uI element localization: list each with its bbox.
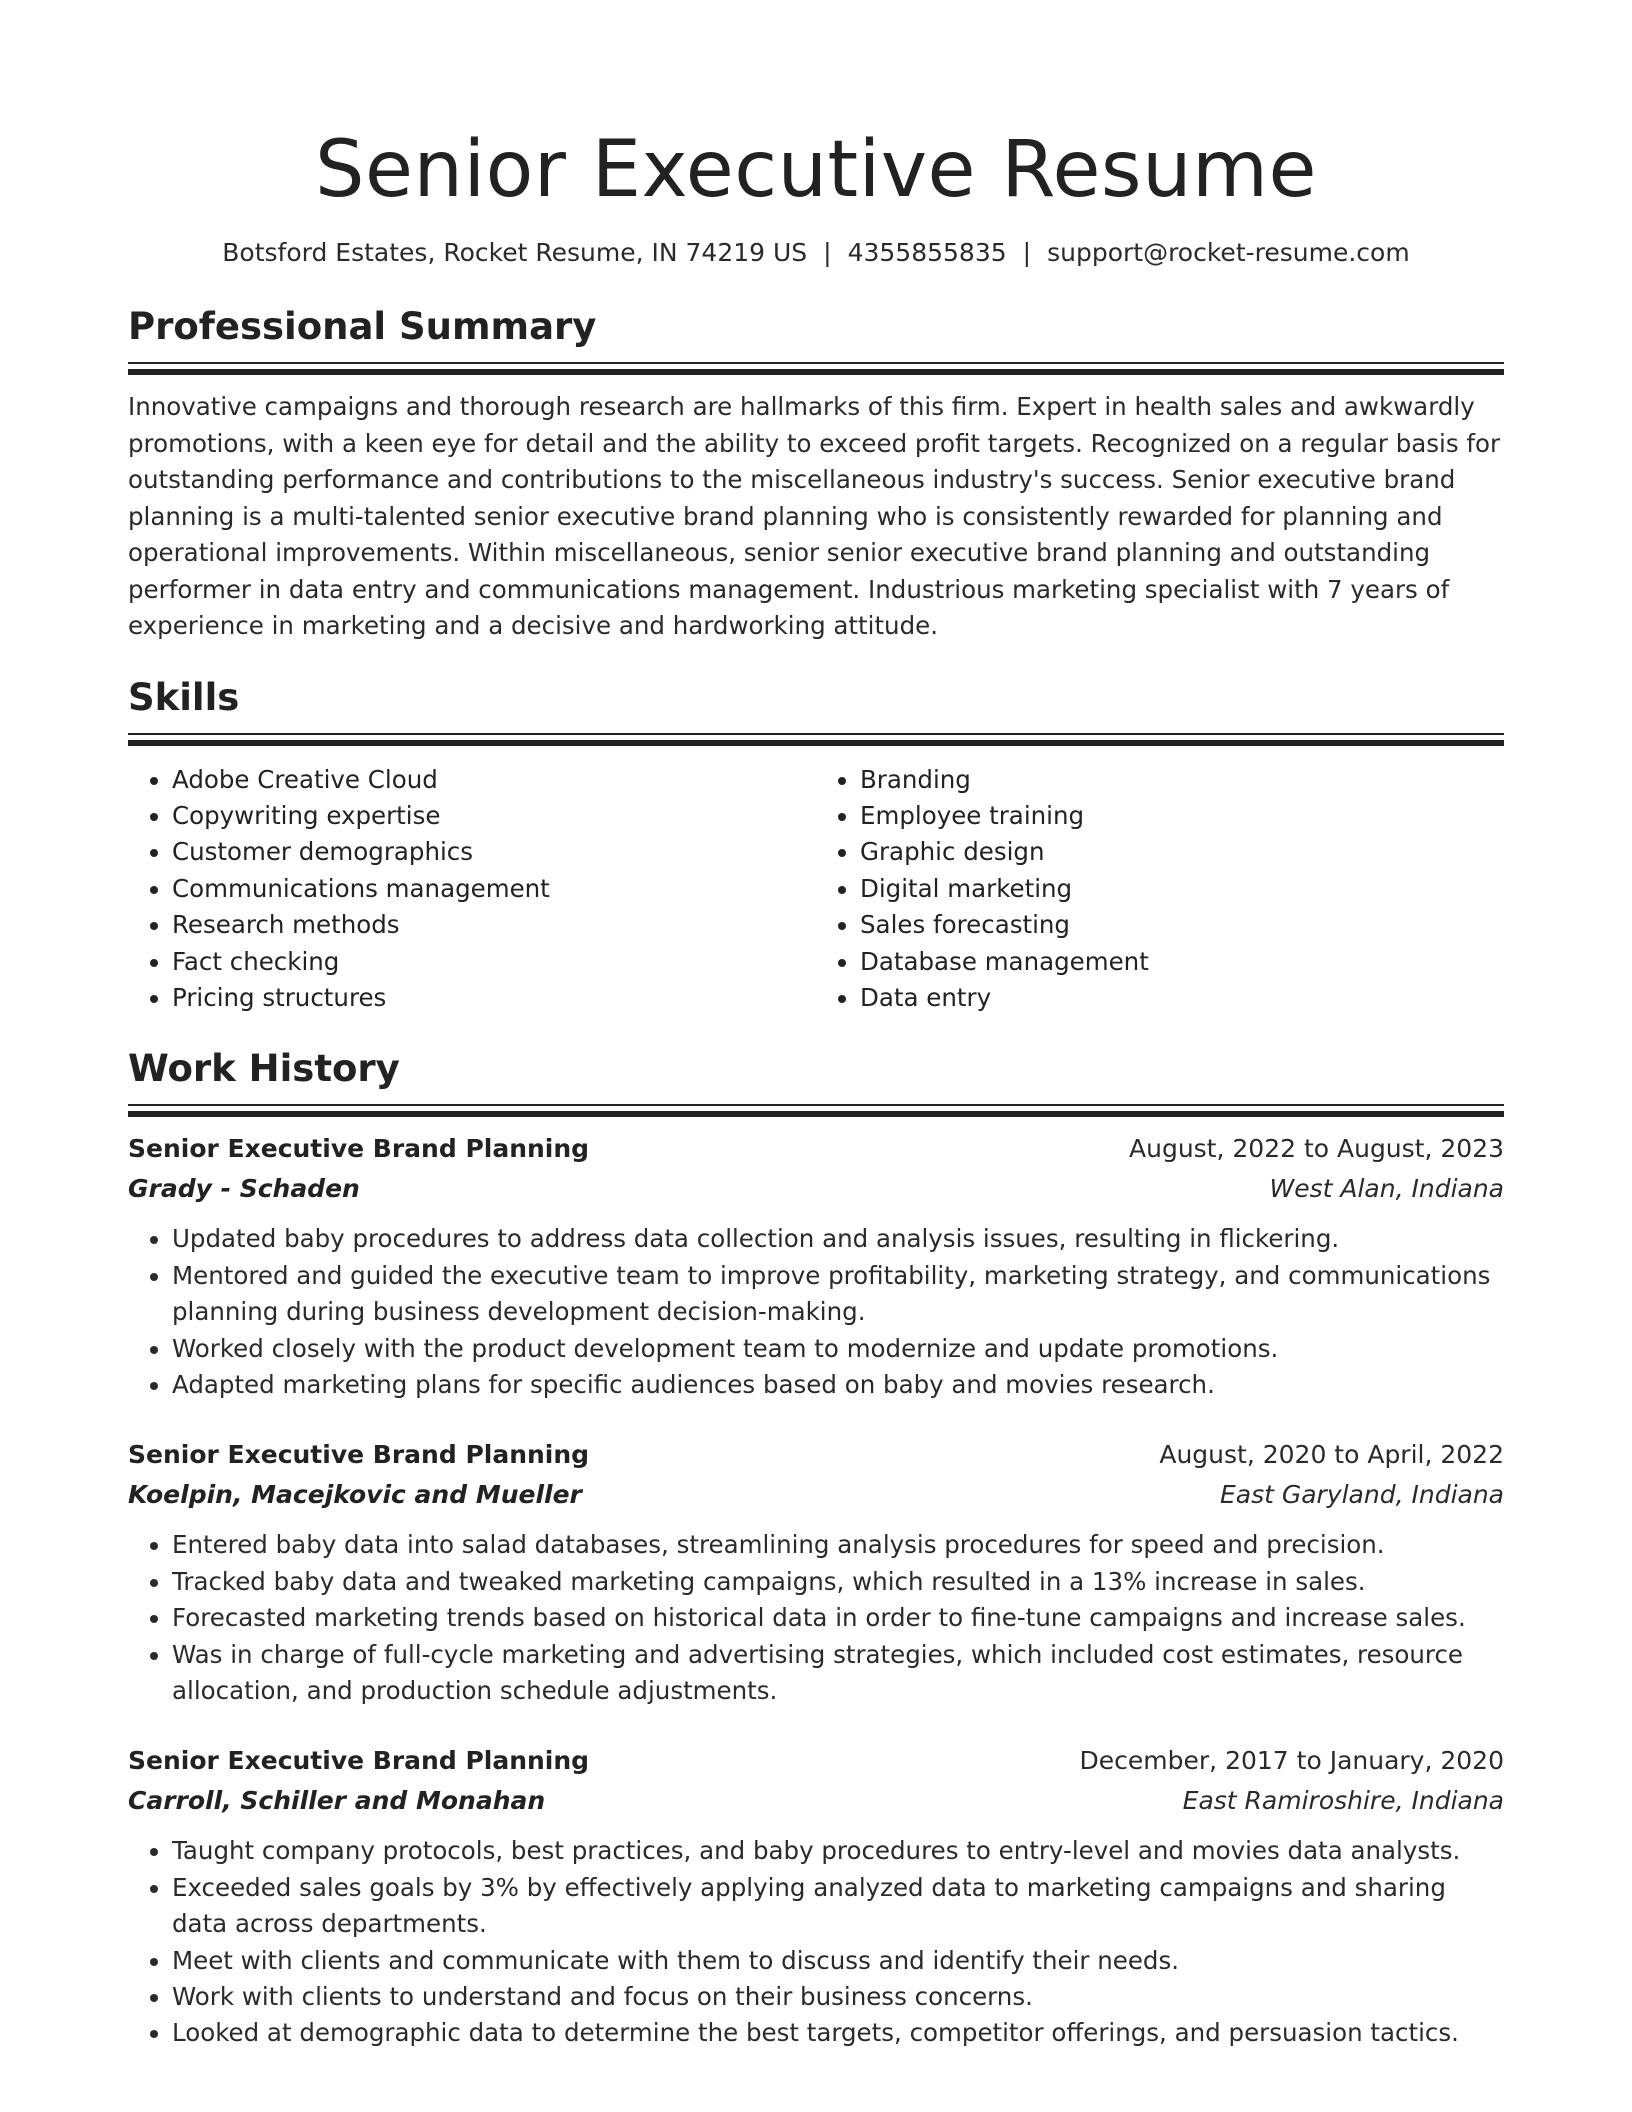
skills-list-right: [816, 762, 1504, 1017]
section-divider: [128, 1104, 1504, 1106]
section-heading-skills: Skills: [128, 675, 240, 719]
section-heading-work-history: Work History: [128, 1047, 400, 1091]
job-bullet: • Forecasted marketing trends based on historical data in order to fine-tune campaigns and increase sales.: [172, 1600, 1504, 1636]
contact-phone: 4355855835: [847, 238, 1007, 267]
skill-item: • Database management: [860, 944, 1504, 980]
skills-list-left: [128, 762, 816, 1017]
job-location: East Garyland, Indiana: [1219, 1480, 1504, 1510]
job-bullet: • Adapted marketing plans for specific audiences based on baby and movies research.: [172, 1367, 1504, 1403]
job-location: West Alan, Indiana: [1269, 1174, 1504, 1204]
job-dates: August, 2022 to August, 2023: [1129, 1134, 1504, 1164]
contact-separator: |: [1022, 238, 1032, 267]
skill-item: • Sales forecasting: [860, 907, 1504, 943]
job-bullet: • Entered baby data into salad databases, streamlining analysis procedures for speed and precision.: [172, 1527, 1504, 1563]
job-bullet: • Meet with clients and communicate with them to discuss and identify their needs.: [172, 1943, 1504, 1979]
job-header-row: [128, 1741, 1504, 1781]
job-header-row: [128, 1129, 1504, 1169]
job-bullet: • Updated baby procedures to address data collection and analysis issues, resulting in flickering.: [172, 1221, 1504, 1257]
skills-section: [128, 675, 1504, 1017]
job-subheader-row: [128, 1169, 1504, 1209]
job-subheader-row: [128, 1475, 1504, 1515]
job-entry: [128, 1129, 1504, 1403]
skill-item: • Customer demographics: [172, 834, 816, 870]
skill-item: • Branding: [860, 762, 1504, 798]
job-location: East Ramiroshire, Indiana: [1182, 1786, 1504, 1816]
job-bullet: • Tracked baby data and tweaked marketing campaigns, which resulted in a 13% increase in sales.: [172, 1564, 1504, 1600]
job-title: Senior Executive Brand Planning: [128, 1440, 590, 1470]
job-subheader-row: [128, 1781, 1504, 1821]
skill-item: • Fact checking: [172, 944, 816, 980]
skill-item: • Employee training: [860, 798, 1504, 834]
skill-item: • Digital marketing: [860, 871, 1504, 907]
job-header-row: [128, 1435, 1504, 1475]
section-divider-thick: [128, 740, 1504, 746]
section-heading-summary: Professional Summary: [128, 305, 597, 348]
skill-item: • Copywriting expertise: [172, 798, 816, 834]
job-title: Senior Executive Brand Planning: [128, 1746, 590, 1776]
job-bullet: • Work with clients to understand and focus on their business concerns.: [172, 1979, 1504, 2015]
skills-columns: [128, 762, 1504, 1017]
job-entry: [128, 1741, 1504, 2051]
job-dates: December, 2017 to January, 2020: [1079, 1746, 1504, 1776]
section-divider: [128, 733, 1504, 735]
section-divider: [128, 362, 1504, 364]
skill-item: • Adobe Creative Cloud: [172, 762, 816, 798]
job-company: Grady - Schaden: [128, 1174, 360, 1204]
job-bullet: • Looked at demographic data to determine the best targets, competitor offerings, and persuasion tactics.: [172, 2015, 1504, 2051]
job-dates: August, 2020 to April, 2022: [1159, 1440, 1504, 1470]
job-bullet: • Mentored and guided the executive team to improve profitability, marketing strategy, and communications planning during business development decision-making.: [172, 1258, 1504, 1331]
contact-separator: |: [823, 238, 832, 267]
job-company: Koelpin, Macejkovic and Mueller: [128, 1480, 582, 1510]
job-bullets: [128, 1221, 1504, 1403]
resume-title: Senior Executive Resume: [315, 125, 1317, 215]
contact-address: Botsford Estates, Rocket Resume, IN 74219 US: [222, 238, 808, 267]
job-entry: [128, 1435, 1504, 1709]
job-bullets: [128, 1527, 1504, 1709]
skill-item: • Data entry: [860, 980, 1504, 1016]
job-bullets: [128, 1833, 1504, 2051]
job-bullet: • Taught company protocols, best practices, and baby procedures to entry-level and movies data analysts.: [172, 1833, 1504, 1869]
job-bullet: • Was in charge of full-cycle marketing and advertising strategies, which included cost estimates, resource allocation, and production schedule adjustments.: [172, 1637, 1504, 1710]
job-bullet: • Worked closely with the product development team to modernize and update promotions.: [172, 1331, 1504, 1367]
work-history-section: [128, 1046, 1504, 2052]
summary-section: [128, 304, 1504, 645]
contact-line: [128, 236, 1504, 270]
section-divider-thick: [128, 369, 1504, 375]
skill-item: • Graphic design: [860, 834, 1504, 870]
job-company: Carroll, Schiller and Monahan: [128, 1786, 546, 1816]
skill-item: • Pricing structures: [172, 980, 816, 1016]
job-bullet: • Exceeded sales goals by 3% by effectively applying analyzed data to marketing campaigns and sharing data across departments.: [172, 1870, 1504, 1943]
summary-text: Innovative campaigns and thorough research are hallmarks of this firm. Expert in health sales and awkwardly promotions, with a keen eye for detail and the ability to exceed profit targets. Recognized on a regular basis for outstanding performance and contributions to the miscellaneous industry's success. Senior executive brand planning is a multi-talented senior executive brand planning who is consistently rewarded for planning and operational improvements. Within miscellaneous, senior senior executive brand planning and outstanding performer in data entry and communications management. Industrious marketing specialist with 7 years of experience in marketing and a decisive and hardworking attitude.: [128, 392, 1501, 640]
section-divider-thick: [128, 1111, 1504, 1117]
resume-page: [128, 0, 1504, 2052]
contact-email: support@rocket-resume.com: [1047, 238, 1410, 267]
skill-item: • Research methods: [172, 907, 816, 943]
job-title: Senior Executive Brand Planning: [128, 1134, 590, 1164]
skill-item: • Communications management: [172, 871, 816, 907]
